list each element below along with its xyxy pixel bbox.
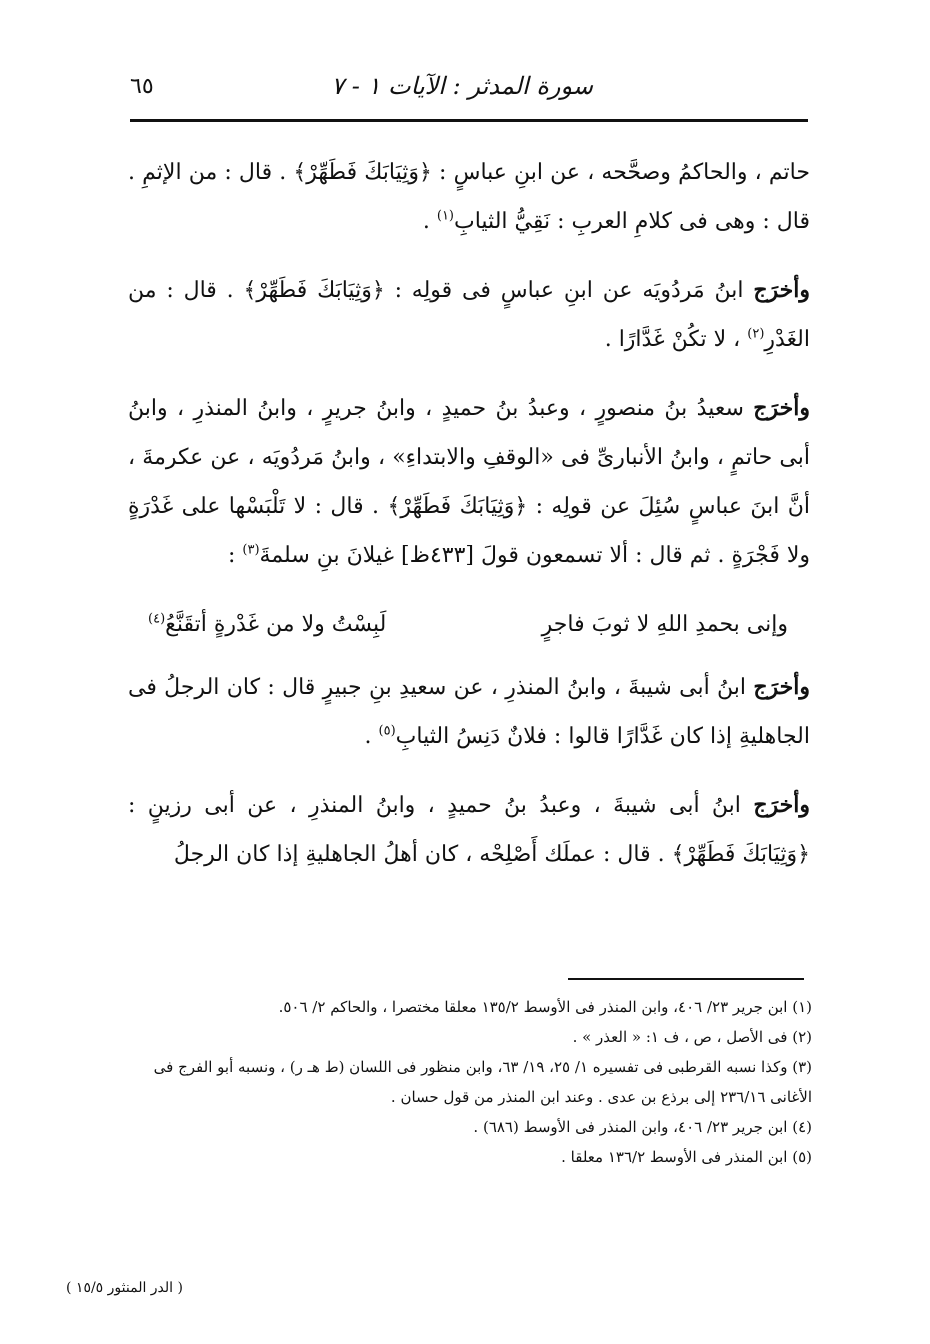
poetry-verse — [148, 600, 788, 649]
paragraph-text: . قال : عملَك أَصْلِحْه ، كان أهلُ الجاهليةِ إذا كان الرجلُ — [173, 842, 665, 867]
verse-hemistich-1: وإنى بحمدِ اللهِ لا ثوبَ فاجرٍ — [541, 612, 788, 637]
quran-quote: ﴿وَثِيَابَكَ فَطَهِّرْ﴾ — [671, 842, 810, 867]
paragraph-text: ابنُ مَردُويَه عن ابنِ عباسٍ فى قولِه : — [394, 278, 744, 303]
paragraph-end: ، لا تكُنْ غَدَّارًا . — [604, 327, 741, 352]
paragraph-text: سعيدُ بنُ منصورٍ ، وعبدُ بنُ حميدٍ ، وابنُ جريرٍ ، وابنُ المنذرِ ، وابنُ أبى حاتمٍ ، وابنُ الأنبارىِّ فى «الوقفِ والابتداءِ» ، وابنُ مَردُويَه ، عن عكرمةَ ، أنَّ ابنَ عباسٍ سُئِلَ عن قولِه : — [128, 396, 810, 519]
paragraph-4 — [128, 663, 810, 761]
lead-word: وأخرَج — [753, 277, 811, 303]
footnote-2: (٢) فى الأصل ، ص ، ف ١: « العذر » . — [572, 1028, 812, 1046]
paragraph-text: . قال : من الإثمِ . قال : وهى فى كلامِ العربِ : نَقِيُّ الثيابِ — [128, 160, 810, 234]
volume-signature: ( الدر المنثور ١٥/٥ ) — [66, 1280, 183, 1296]
paragraph-text: ابنُ أبى شيبةَ ، وعبدُ بنُ حميدٍ ، وابنُ المنذرِ ، عن أبى رزينٍ : — [128, 793, 741, 818]
paragraph-2 — [128, 266, 810, 364]
paragraph-5 — [128, 781, 810, 879]
paragraph-text: حاتم ، والحاكمُ وصحَّحه ، عن ابنِ عباسٍ : — [439, 160, 810, 185]
footnotes — [140, 992, 812, 1172]
main-text — [128, 148, 810, 899]
footnote-5: (٥) ابن المنذر فى الأوسط ١٣٦/٢ معلقا . — [561, 1148, 812, 1166]
footnote-marker[interactable]: (٣) — [242, 542, 260, 558]
footnote-separator — [568, 978, 804, 980]
footnote-marker[interactable]: (٢) — [747, 326, 765, 342]
paragraph-text: . قال : من الغَدْرِ — [128, 278, 810, 352]
footnote-marker[interactable]: (٥) — [378, 723, 396, 739]
lead-word: وأخرَج — [753, 674, 810, 700]
footnote-marker[interactable]: (١) — [436, 208, 454, 224]
header-rule — [130, 119, 808, 122]
quran-quote: ﴿وَثِيَابَكَ فَطَهِّرْ﴾ — [293, 160, 432, 185]
paragraph-3 — [128, 384, 810, 580]
surah-section-title: سورة المدثر : الآيات ١ - ٧ — [331, 72, 593, 100]
lead-word: وأخرَج — [753, 792, 810, 818]
paragraph-text: ابنُ أبى شيبةَ ، وابنُ المنذرِ ، عن سعيدِ بنِ جبيرٍ قال : كان الرجلُ فى الجاهليةِ إذا كان غَدَّارًا قالوا : فلانٌ دَنِسُ الثيابِ — [128, 675, 810, 749]
paragraph-end: . — [422, 209, 430, 234]
footnote-3: (٣) وكذا نسبه القرطبى فى تفسيره ١/ ٢٥، ١٩/ ٦٣، وابن منظور فى اللسان (ط هـ ر) ، ونسبه أبو الفرج فى الأغانى ٢٣٦/١٦ إلى برذع بن عدى . وعند ابن المنذر من قول حسان . — [153, 1058, 812, 1106]
paragraph-text: . قال : لا تَلْبَسْها على غَدْرَةٍ ولا فَجْرَةٍ . ثم قال : ألا تسمعون قولَ [٤٣٣ظ] غيلانَ بنِ سلمةَ — [128, 494, 810, 568]
paragraph-end: . — [364, 724, 372, 749]
quran-quote: ﴿وَثِيَابَكَ فَطَهِّرْ﴾ — [243, 278, 385, 303]
verse-hemistich-2: لَبِسْتُ ولا من غَدْرةٍ أتقَنَّعُ — [165, 612, 387, 637]
verse-hemistich-2-wrap — [148, 600, 386, 649]
lead-word: وأخرَج — [753, 395, 810, 421]
page-number: ٦٥ — [130, 74, 154, 99]
footnote-1: (١) ابن جرير ٢٣/ ٤٠٦، وابن المنذر فى الأوسط ١٣٥/٢ معلقا مختصرا ، والحاكم ٢/ ٥٠٦. — [278, 998, 812, 1016]
paragraph-1 — [128, 148, 810, 246]
paragraph-end: : — [227, 543, 236, 568]
quran-quote: ﴿وَثِيَابَكَ فَطَهِّرْ﴾ — [387, 494, 528, 519]
footnote-marker[interactable]: (٤) — [148, 611, 166, 627]
footnote-4: (٤) ابن جرير ٢٣/ ٤٠٦، وابن المنذر فى الأوسط (٦٨٦) . — [473, 1118, 812, 1136]
page-header — [130, 72, 808, 112]
